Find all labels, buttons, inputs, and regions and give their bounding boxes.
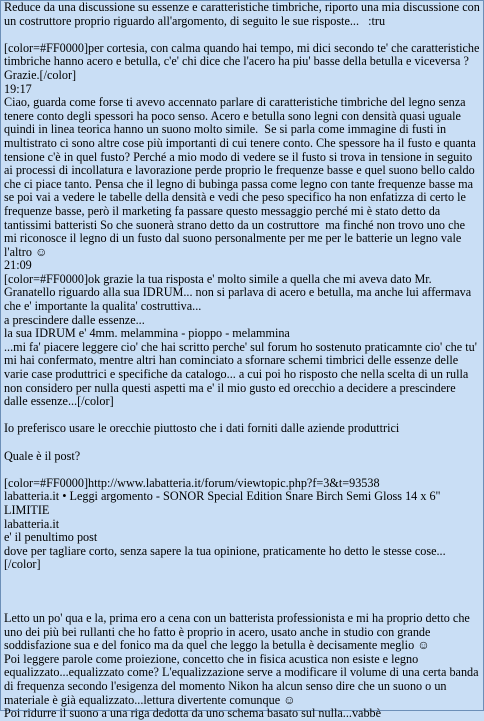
preference-text: Io preferisco usare le orecchie piuttosto che i dati forniti dalle aziende produttrici: [4, 421, 400, 436]
link-text[interactable]: [color=#FF0000]http://www.labatteria.it/forum/viewtopic.php?f=3&t=93538: [4, 475, 380, 490]
blank-line: [4, 28, 480, 42]
reply-text: Poi leggere parole come proiezione, concetto che in fisica acustica non esiste e legno equalizzato...equalizzato come? L'equalizzazione serve a modificare il volume di una certa banda di frequenza secondo l'esigenza del momento Nikon ha alcun senso dire che un suono o un materiale è già equalizzato...lettura divertente comunque ☺: [4, 651, 482, 707]
reply-text: Ciao, guarda come forse ti avevo accennato parlare di caratteristiche timbriche del legno senza tenere conto degli spessori ha poco senso. Acero e betulla sono legni con densità quasi uguale quindi in linea teorica hanno un suono molto simile. Se si parla come immagine di fusti in multistrato ci sono altre cose più importanti di cui tenere conto. Che spessore ha il fusto e quanta tensione c'è in quel fusto? Perché a mio modo di vedere se il fusto si trova in tensione in seguito ai processi di incollatura e lavorazione perde proprio le frequenze basse e quel suono bello caldo che ci piace tanto. Pensa che il legno di bubinga passa come legno con tante frequenze basse ma se poi vai a vedere le tabelle della densità e vedi che peso specifico ha non enfatizza di certo le frequenze basse, però il marketing fa passare questo messaggio perché mi è stato detto da tantissimi batteristi So che suonerà strano detto da un costruttore ma finché non trovo uno che mi riconosce il legno di un fusto dal suono personalmente per me per le batterie un legno vale l'altro ☺: [4, 95, 479, 259]
blank-space: [4, 572, 480, 612]
link-title: labatteria.it • Leggi argomento - SONOR Special Edition Snare Birch Semi Gloss 14 x 6" LIMITIE: [4, 489, 444, 517]
blank-line: [4, 463, 480, 477]
note-text: dove per tagliare corto, senza sapere la tua opinione, praticamente ho detto le stesse cose...: [4, 543, 446, 558]
response-text: a prescindere dalle essenze...: [4, 312, 145, 327]
response-text: ...mi fa' piacere leggere cio' che hai scritto perche' sul forum ho sostenuto praticamnte cio' che tu' mi hai confermato, mentre altri han cominciato a sfornare schemi timbrici delle essenze delle varie case produttrici e specifiche da catalogo... a cui poi ho risposto che nella scelta di un rulla non considero per nulla questi aspetti ma e' il mio gusto ed orecchio a decidere a prescindere dalle essenze...[/color]: [4, 339, 480, 409]
reply-text: Poi ridurre il suono a una riga dedotta da uno schema basato sul nulla...vabbè: [4, 706, 382, 721]
blank-line: [4, 409, 480, 423]
color-close-tag: [/color]: [4, 557, 41, 572]
note-text: e' il penultimo post: [4, 530, 98, 545]
intro-text: Reduce da una discussione su essenze e caratteristiche timbriche, riporto una mia discussione con un costruttore proprio riguardo all'argomento, di seguito le sue risposte... :tru: [4, 0, 483, 28]
timestamp: 21:09: [4, 258, 32, 273]
reply-text: Letto un po' qua e la, prima ero a cena con un batterista professionista e mi ha proprio detto che uno dei più bei rullanti che ho fatto è proprio in acero, usato anche in studio con grande soddisfazione sua e del fonico ma da quel che leggo la betulla è decisamente meglio ☺: [4, 610, 473, 653]
response-text: la sua IDRUM e' 4mm. melammina - pioppo - melammina: [4, 326, 290, 341]
response-text: [color=#FF0000]ok grazie la tua risposta e' molto simile a quella che mi aveva dato Mr. Granatello riguardo alla sua IDRUM... non si parlava di acero e betulla, ma anche lui affermava che e' importante la qualita' costruttiva...: [4, 271, 475, 314]
timestamp: 19:17: [4, 81, 32, 96]
blank-line: [4, 436, 480, 450]
site-name: labatteria.it: [4, 516, 60, 531]
question-text: [color=#FF0000]per cortesia, con calma quando hai tempo, mi dici secondo te' che caratteristiche timbriche hanno acero e betulla, c'e' chi dice che l'acero ha piu' basse della betulla e viceversa ? Grazie.[/color]: [4, 40, 483, 82]
question-text: Quale è il post?: [4, 448, 81, 463]
